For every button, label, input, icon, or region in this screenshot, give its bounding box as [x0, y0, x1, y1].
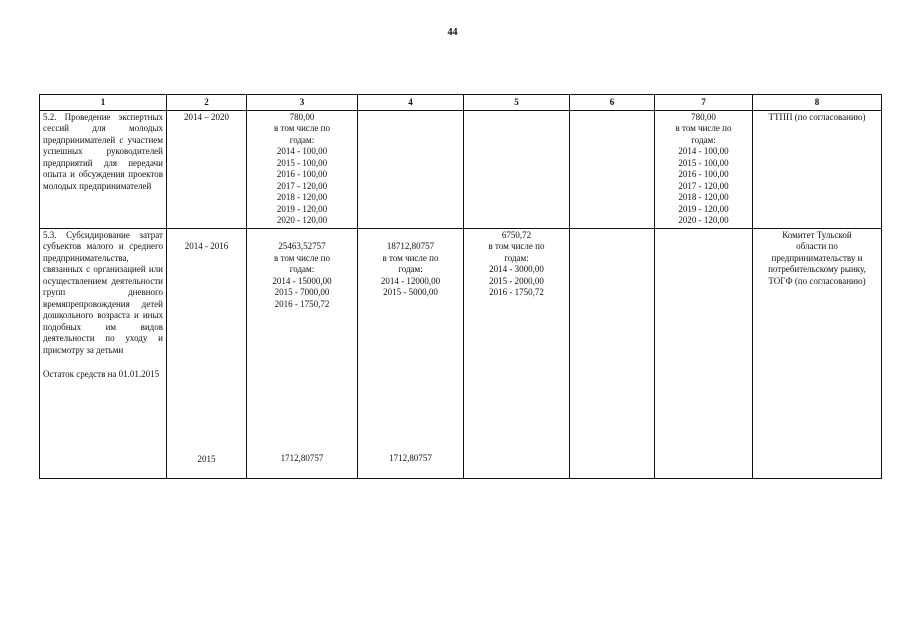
- funding-col5-cell: 6750,72 в том числе по годам: 2014 - 3000,00 2015 - 2000,00 2016 - 1750,72: [464, 228, 570, 478]
- remainder-label: Остаток средств на 01.01.2015: [43, 369, 160, 379]
- funding-col4-cell: [358, 228, 464, 478]
- activity-name-text: 5.3. Субсидирование затрат субъектов малого и среднего предпринимательства, связанных с организацией или осуществлением деятельности групп дневного времяпрепровождения детей дошкольного возраста и иных подобных им видов деятельности по уходу и присмотру за детьми: [43, 229, 163, 355]
- period-text: 2014 - 2016: [184, 241, 229, 251]
- funding-col5-cell: [464, 110, 570, 228]
- total-funding-text: 25463,52757 в том числе по годам: 2014 - 15000,00 2015 - 7000,00 2016 - 1750,72: [272, 241, 332, 309]
- column-header-7: 7: [655, 95, 753, 111]
- total-funding-cell: 780,00 в том числе по годам: 2014 - 100,00 2015 - 100,00 2016 - 100,00 2017 - 120,00 2018 - 120,00 2019 - 120,00 2020 - 120,00: [247, 110, 358, 228]
- program-activities-table: [39, 94, 882, 479]
- column-header-5: 5: [464, 95, 570, 111]
- remainder-total: 1712,80757: [280, 453, 324, 463]
- column-header-6: 6: [570, 95, 655, 111]
- remainder-col4: 1712,80757: [389, 452, 432, 463]
- funding-col4-cell: [358, 110, 464, 228]
- column-header-2: 2: [167, 95, 247, 111]
- executor-cell: ТТПП (по согласованию): [753, 110, 882, 228]
- activity-name-cell: [40, 228, 167, 478]
- period-cell: [167, 228, 247, 478]
- total-funding-cell: [247, 228, 358, 478]
- funding-col6-cell: [570, 110, 655, 228]
- funding-col6-cell: [570, 228, 655, 478]
- period-cell: 2014 – 2020: [167, 110, 247, 228]
- table-row-5-3: [40, 228, 882, 478]
- column-header-1: 1: [40, 95, 167, 111]
- table-row-5-2: [40, 110, 882, 228]
- funding-col4-text: 18712,80757 в том числе по годам: 2014 - 12000,00 2015 - 5000,00: [380, 241, 441, 297]
- activity-name-cell: 5.2. Проведение экспертных сессий для молодых предпринимателей с участием успешных руководителей предприятий для передачи опыта и обсуждения проектов молодых предпринимателей: [40, 110, 167, 228]
- column-header-3: 3: [247, 95, 358, 111]
- funding-col7-cell: 780,00 в том числе по годам: 2014 - 100,00 2015 - 100,00 2016 - 100,00 2017 - 120,00 2018 - 120,00 2019 - 120,00 2020 - 120,00: [655, 110, 753, 228]
- remainder-period: 2015: [197, 453, 216, 464]
- page-number: 44: [447, 27, 458, 38]
- funding-col7-cell: [655, 228, 753, 478]
- column-header-8: 8: [753, 95, 882, 111]
- header-row: [40, 95, 882, 111]
- executor-cell: Комитет Тульской области по предпринимательству и потребительскому рынку, ТОГФ (по согласованию): [753, 228, 882, 478]
- column-header-4: 4: [358, 95, 464, 111]
